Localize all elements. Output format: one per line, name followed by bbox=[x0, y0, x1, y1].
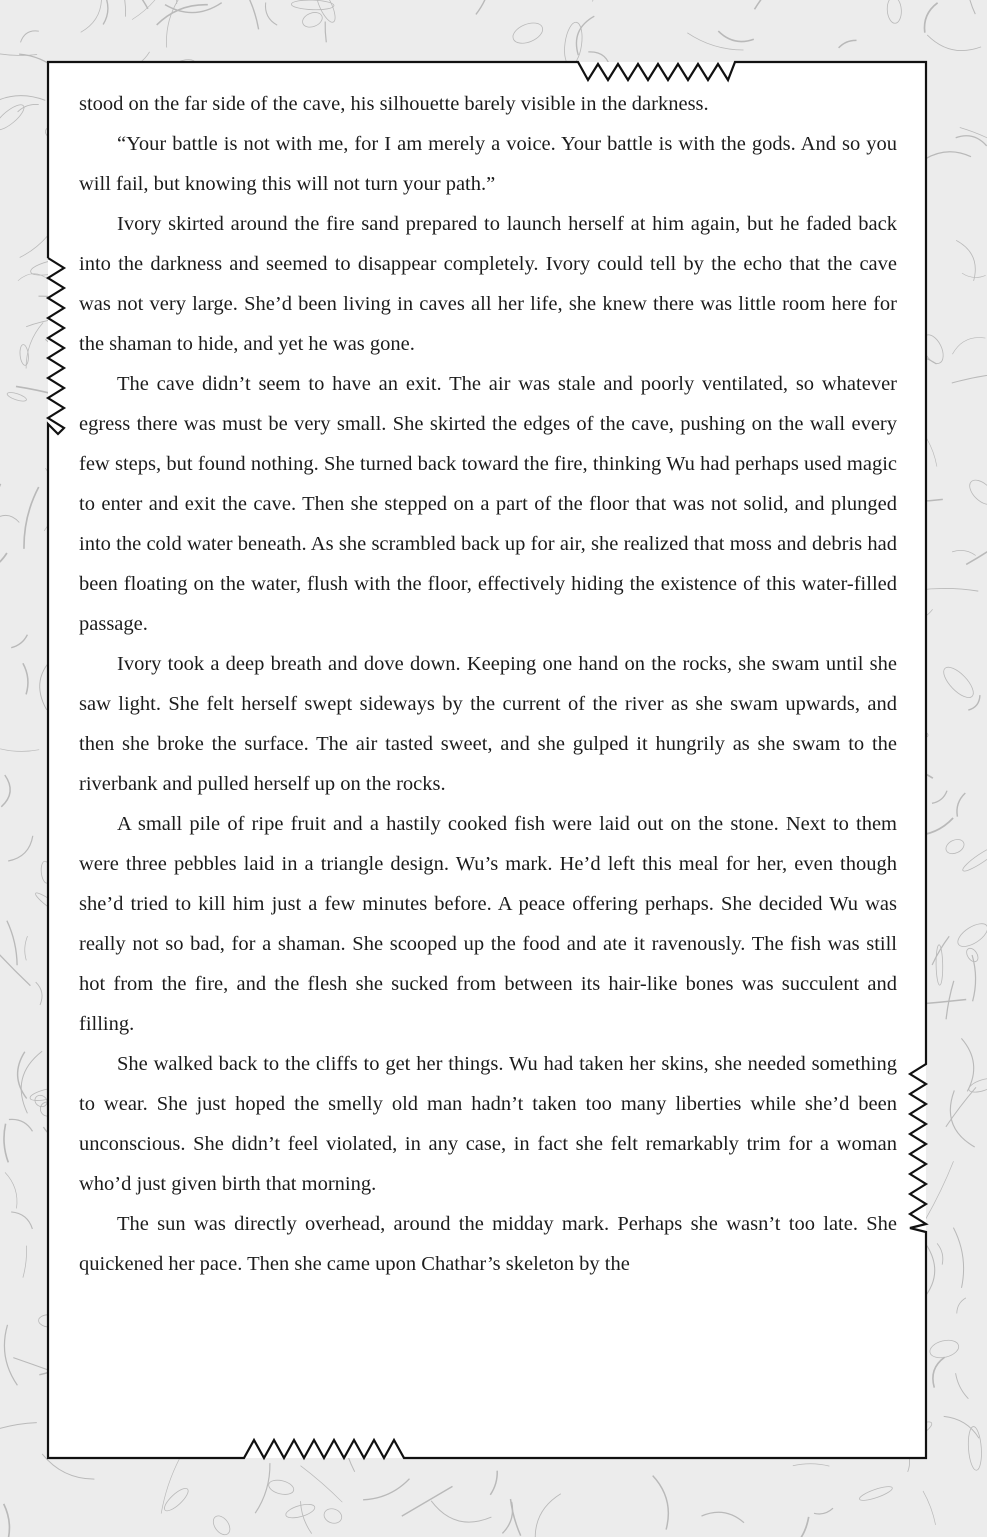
paragraph-2: “Your battle is not with me, for I am merely a voice. Your battle is with the gods. And so you will fail, but knowing this will not turn your path.” bbox=[79, 133, 897, 195]
paragraph-6: A small pile of ripe fruit and a hastily cooked fish were laid out on the stone. Next to them were three pebbles laid in a triangle design. Wu’s mark. He’d left this meal for her, even though she’d tried to kill him just a few minutes before. A peace offering perhaps. She decided Wu was really not so bad, for a shaman. She scooped up the food and ate it ravenously. The fish was still hot from the fire, and the flesh she sucked from between its hair-like bones was succulent and filling. bbox=[79, 813, 897, 1035]
paragraph-7: She walked back to the cliffs to get her things. Wu had taken her skins, she needed something to wear. She just hoped the smelly old man hadn’t taken too many liberties while she’d been unconscious. She didn’t feel violated, in any case, in fact she felt remarkably trim for a woman who’d just given birth that morning. bbox=[79, 1053, 897, 1195]
paragraph-1: stood on the far side of the cave, his silhouette barely visible in the darkness. bbox=[79, 93, 709, 115]
paragraph-5: Ivory took a deep breath and dove down. Keeping one hand on the rocks, she swam until she saw light. She felt herself swept sideways by the current of the river as she swam upwards, and then she broke the surface. The air tasted sweet, and she gulped it hungrily as she swam to the riverbank and pulled herself up on the rocks. bbox=[79, 653, 897, 795]
paragraph-8: The sun was directly overhead, around the midday mark. Perhaps she wasn’t too late. She quickened her pace. Then she came upon Chathar’s skeleton by the bbox=[79, 1213, 897, 1275]
paragraph-3: Ivory skirted around the fire sand prepared to launch herself at him again, but he faded back into the darkness and seemed to disappear completely. Ivory could tell by the echo that the cave was not very large. She’d been living in caves all her life, she knew there was little room here for the shaman to hide, and yet he was gone. bbox=[79, 213, 897, 355]
book-page-text bbox=[79, 84, 897, 1284]
paragraph-4: The cave didn’t seem to have an exit. The air was stale and poorly ventilated, so whatever egress there was must be very small. She skirted the edges of the cave, pushing on the wall every few steps, but found nothing. She turned back toward the fire, thinking Wu had perhaps used magic to enter and exit the cave. Then she stepped on a part of the floor that was not solid, and plunged into the cold water beneath. As she scrambled back up for air, she realized that moss and debris had been floating on the water, flush with the floor, effectively hiding the existence of this water-filled passage. bbox=[79, 373, 897, 635]
